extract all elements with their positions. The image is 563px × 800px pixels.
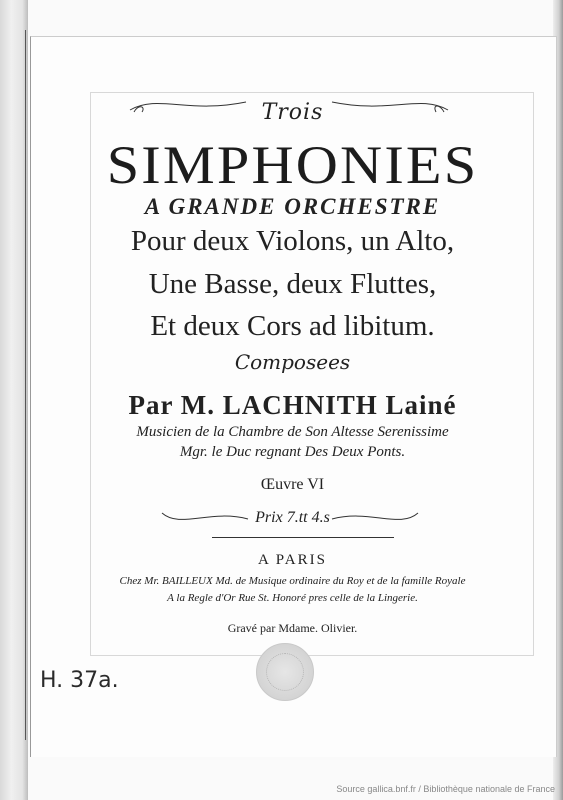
instruments-line-3: Et deux Cors ad libitum.: [150, 310, 435, 342]
publisher-city: A PARIS: [258, 552, 327, 568]
instruments-line-2: Une Basse, deux Fluttes,: [148, 268, 437, 300]
divider-rule: [212, 537, 394, 538]
title-trois: Trois: [261, 100, 324, 125]
flourish-right-prix: [330, 505, 420, 529]
instruments-line-1: Pour deux Violons, un Alto,: [130, 225, 455, 257]
library-stamp: [256, 643, 314, 701]
flourish-right-top: [330, 92, 450, 118]
publisher-line-1: Chez Mr. BAILLEUX Md. de Musique ordinaire du Roy et de la famille Royale: [119, 575, 466, 587]
composer-title-line-1: Musicien de la Chambre de Son Altesse Serenissime: [136, 424, 449, 440]
composer-title-line-2: Mgr. le Duc regnant Des Deux Ponts.: [179, 444, 406, 460]
composees-label: Composees: [234, 350, 351, 374]
publisher-line-2: A la Regle d'Or Rue St. Honoré pres celle de la Lingerie.: [167, 592, 418, 604]
subtitle-grande-orchestre: A GRANDE ORCHESTRE: [144, 194, 441, 219]
opus-number: Œuvre VI: [260, 476, 325, 493]
title-simphonies: SIMPHONIES: [106, 135, 479, 195]
engraver-credit: Gravé par Mdame. Olivier.: [227, 621, 358, 635]
shelfmark: H. 37a.: [40, 668, 119, 693]
composer-name: Par M. LACHNITH Lainé: [128, 390, 457, 420]
flourish-left-top: [128, 92, 248, 118]
price: Prix 7.tt 4.s: [255, 509, 330, 526]
source-credit: Source gallica.bnf.fr / Bibliothèque nationale de France: [336, 784, 555, 794]
binding-edge: [0, 0, 28, 800]
